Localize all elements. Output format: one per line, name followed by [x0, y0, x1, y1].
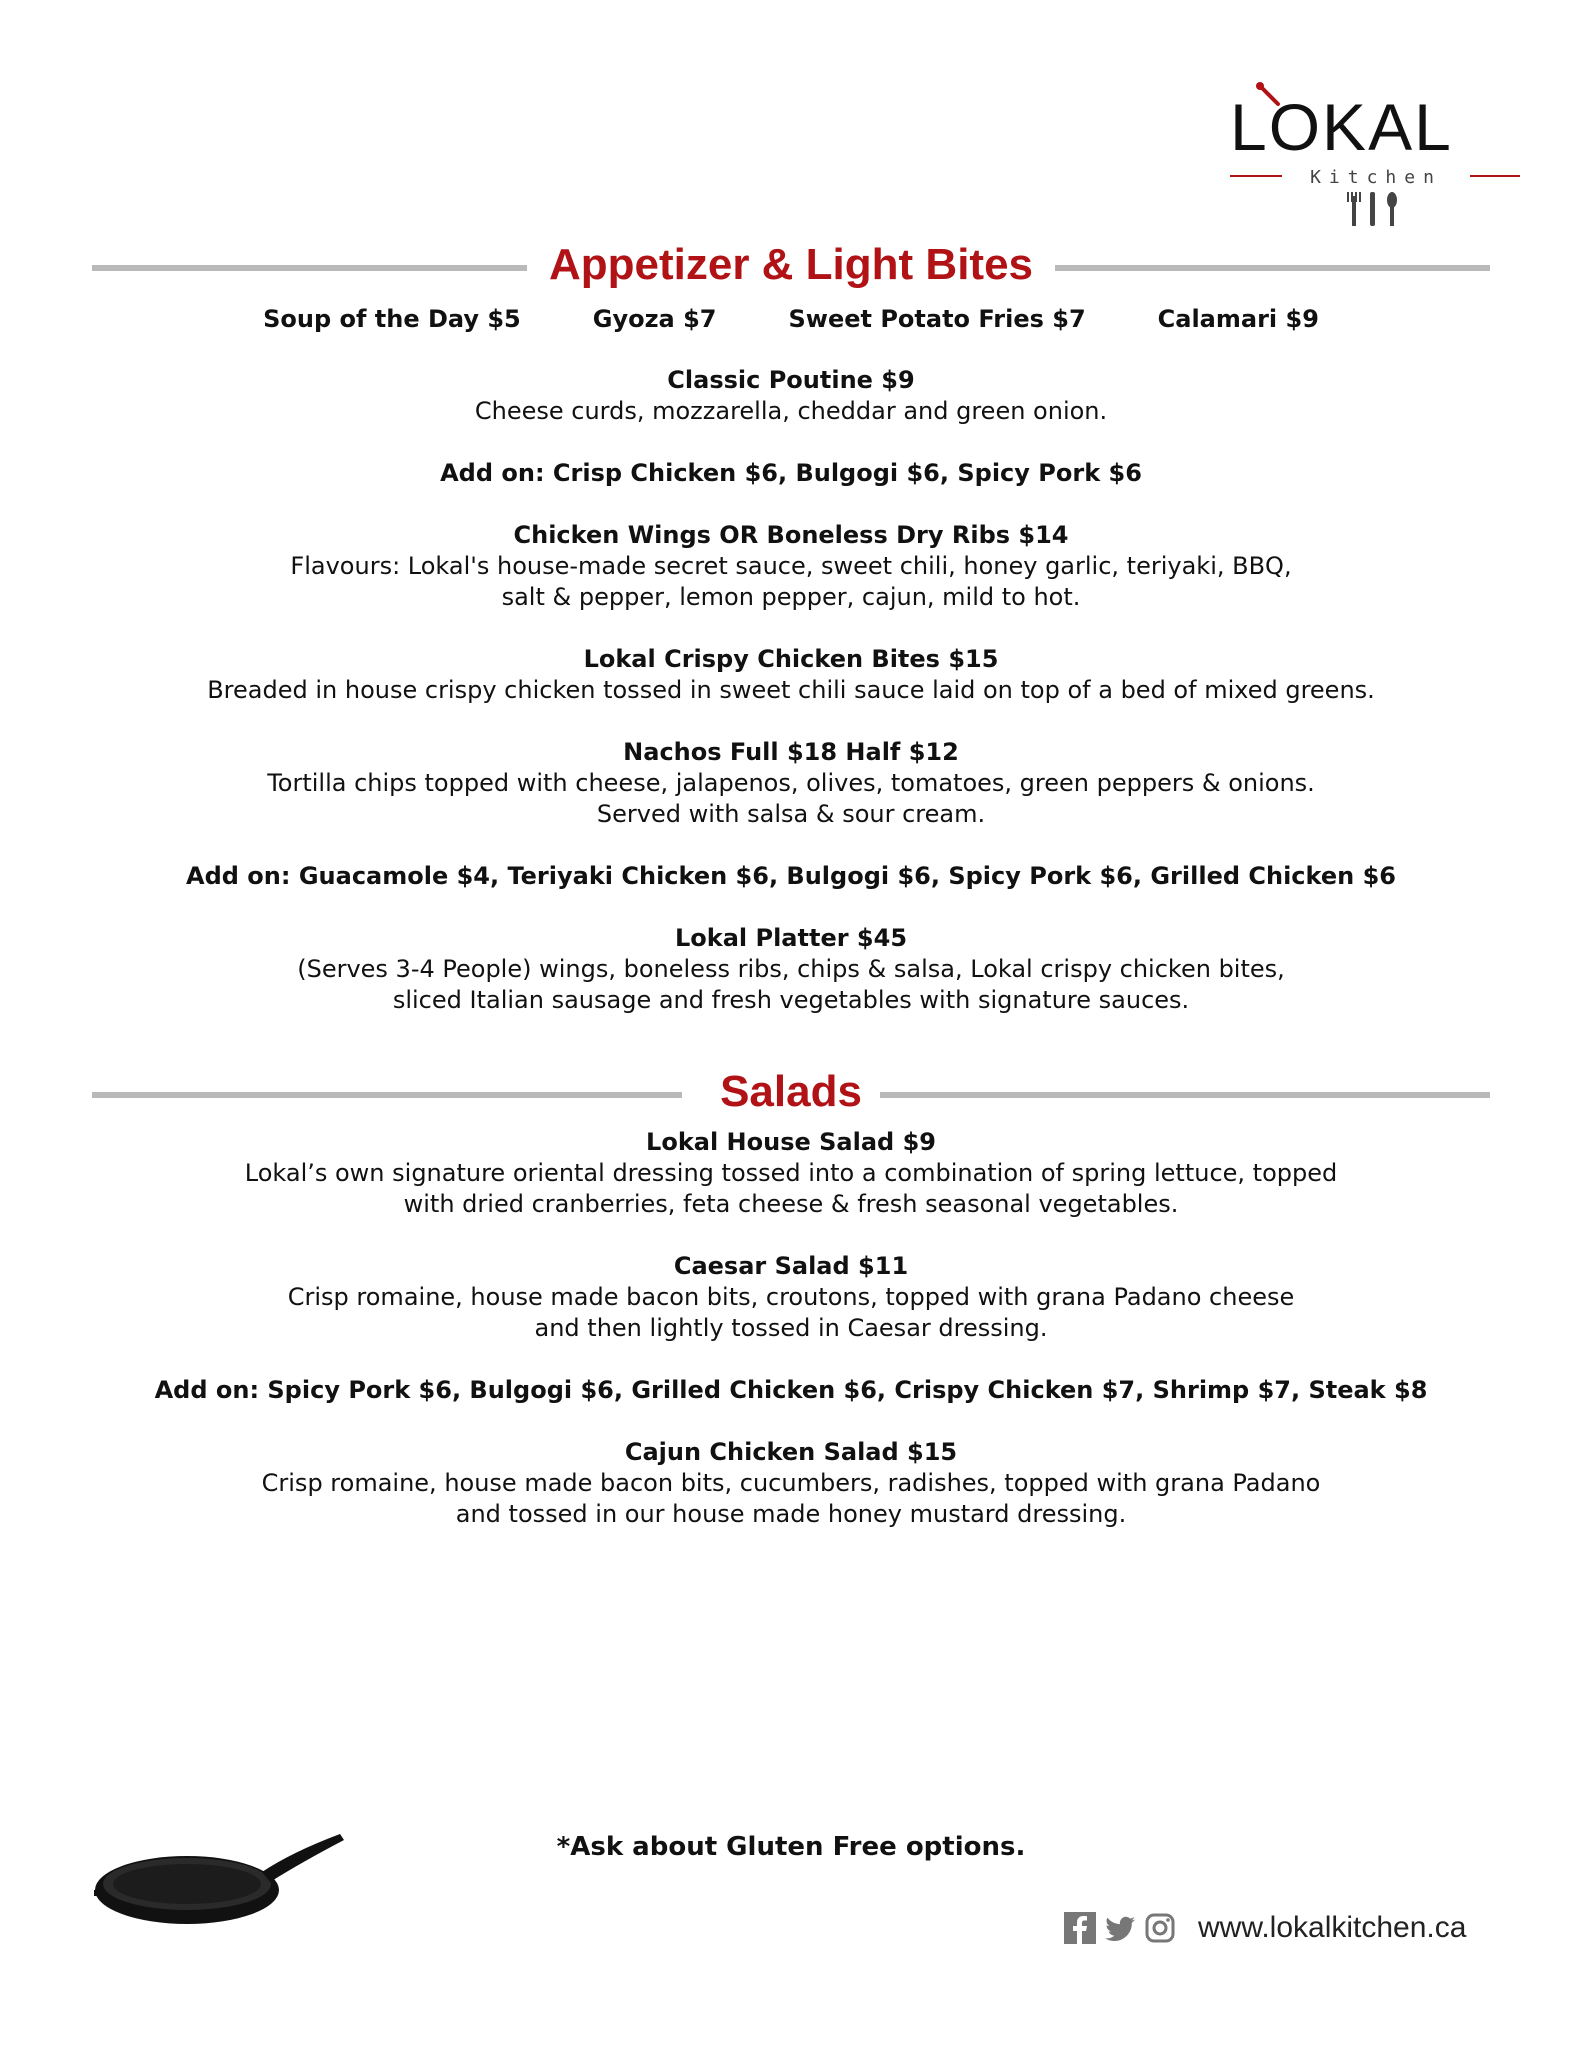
item-description: and tossed in our house made honey mustard dressing. [455, 1500, 1127, 1528]
instagram-icon[interactable] [1144, 1912, 1176, 1944]
menu-item-chicken-bites [0, 644, 1582, 706]
item-description: Breaded in house crispy chicken tossed in sweet chili sauce laid on top of a bed of mixed greens. [207, 676, 1375, 704]
menu-item-caesar-salad [0, 1251, 1582, 1344]
website-link[interactable]: www.lokalkitchen.ca [1198, 1911, 1467, 1944]
menu-item-nachos [0, 737, 1582, 830]
item-name: Caesar Salad $11 [673, 1252, 909, 1280]
salads-header [92, 1062, 1490, 1122]
item-name: Nachos Full $18 Half $12 [623, 738, 959, 766]
menu-item-cajun-salad [0, 1437, 1582, 1530]
gluten-free-note: *Ask about Gluten Free options. [556, 1832, 1026, 1862]
item-name: Lokal Platter $45 [674, 924, 908, 952]
item-name: Lokal House Salad $9 [646, 1128, 936, 1156]
item-description: with dried cranberries, feta cheese & fresh seasonal vegetables. [403, 1190, 1179, 1218]
section-title-salads: Salads [720, 1067, 862, 1116]
poutine-addons [0, 458, 1582, 489]
menu-item-house-salad [0, 1127, 1582, 1220]
appetizers-header [92, 235, 1490, 295]
section-title-appetizers: Appetizer & Light Bites [548, 240, 1034, 289]
menu-item-gyoza: Gyoza $7 [592, 305, 717, 333]
item-description: Cheese curds, mozzarella, cheddar and green onion. [474, 397, 1108, 425]
menu-item-wings [0, 520, 1582, 613]
menu-item-platter [0, 923, 1582, 1016]
item-description: Flavours: Lokal's house-made secret sauce, sweet chili, honey garlic, teriyaki, BBQ, [290, 552, 1292, 580]
salad-addons [0, 1375, 1582, 1406]
item-description: Tortilla chips topped with cheese, jalapenos, olives, tomatoes, green peppers & onions. [267, 769, 1315, 797]
addon-text: Add on: Crisp Chicken $6, Bulgogi $6, Spicy Pork $6 [440, 459, 1142, 487]
menu-item-calamari: Calamari $9 [1157, 305, 1319, 333]
facebook-icon[interactable] [1064, 1912, 1096, 1944]
appetizer-quick-items [0, 302, 1582, 336]
menu-item-soup: Soup of the Day $5 [263, 305, 521, 333]
item-description: Crisp romaine, house made bacon bits, cucumbers, radishes, topped with grana Padano [261, 1469, 1321, 1497]
twitter-icon[interactable] [1104, 1912, 1136, 1944]
social-links [1064, 1908, 1466, 1948]
item-description: (Serves 3-4 People) wings, boneless ribs, chips & salsa, Lokal crispy chicken bites, [297, 955, 1285, 983]
logo-wordmark: LOKAL [1230, 90, 1453, 164]
menu-item-poutine [0, 365, 1582, 427]
item-description: Lokal’s own signature oriental dressing tossed into a combination of spring lettuce, topped [244, 1159, 1338, 1187]
addon-text: Add on: Guacamole $4, Teriyaki Chicken $6, Bulgogi $6, Spicy Pork $6, Grilled Chicken $6 [186, 862, 1396, 890]
item-name: Chicken Wings OR Boneless Dry Ribs $14 [513, 521, 1069, 549]
menu-item-sweet-potato-fries: Sweet Potato Fries $7 [788, 305, 1086, 333]
item-name: Cajun Chicken Salad $15 [624, 1438, 958, 1466]
item-name: Lokal Crispy Chicken Bites $15 [583, 645, 999, 673]
addon-text: Add on: Spicy Pork $6, Bulgogi $6, Grilled Chicken $6, Crispy Chicken $7, Shrimp $7, Steak $8 [154, 1376, 1428, 1404]
item-description: salt & pepper, lemon pepper, cajun, mild to hot. [501, 583, 1081, 611]
item-description: sliced Italian sausage and fresh vegetables with signature sauces. [392, 986, 1190, 1014]
logo-subtitle: Kitchen [1310, 167, 1442, 188]
item-description: and then lightly tossed in Caesar dressing. [534, 1314, 1048, 1342]
nachos-addons [0, 861, 1582, 892]
item-description: Crisp romaine, house made bacon bits, croutons, topped with grana Padano cheese [287, 1283, 1295, 1311]
lokal-kitchen-logo [1220, 80, 1520, 240]
item-name: Classic Poutine $9 [667, 366, 915, 394]
item-description: Served with salsa & sour cream. [596, 800, 986, 828]
logo-graphic [1220, 80, 1520, 240]
